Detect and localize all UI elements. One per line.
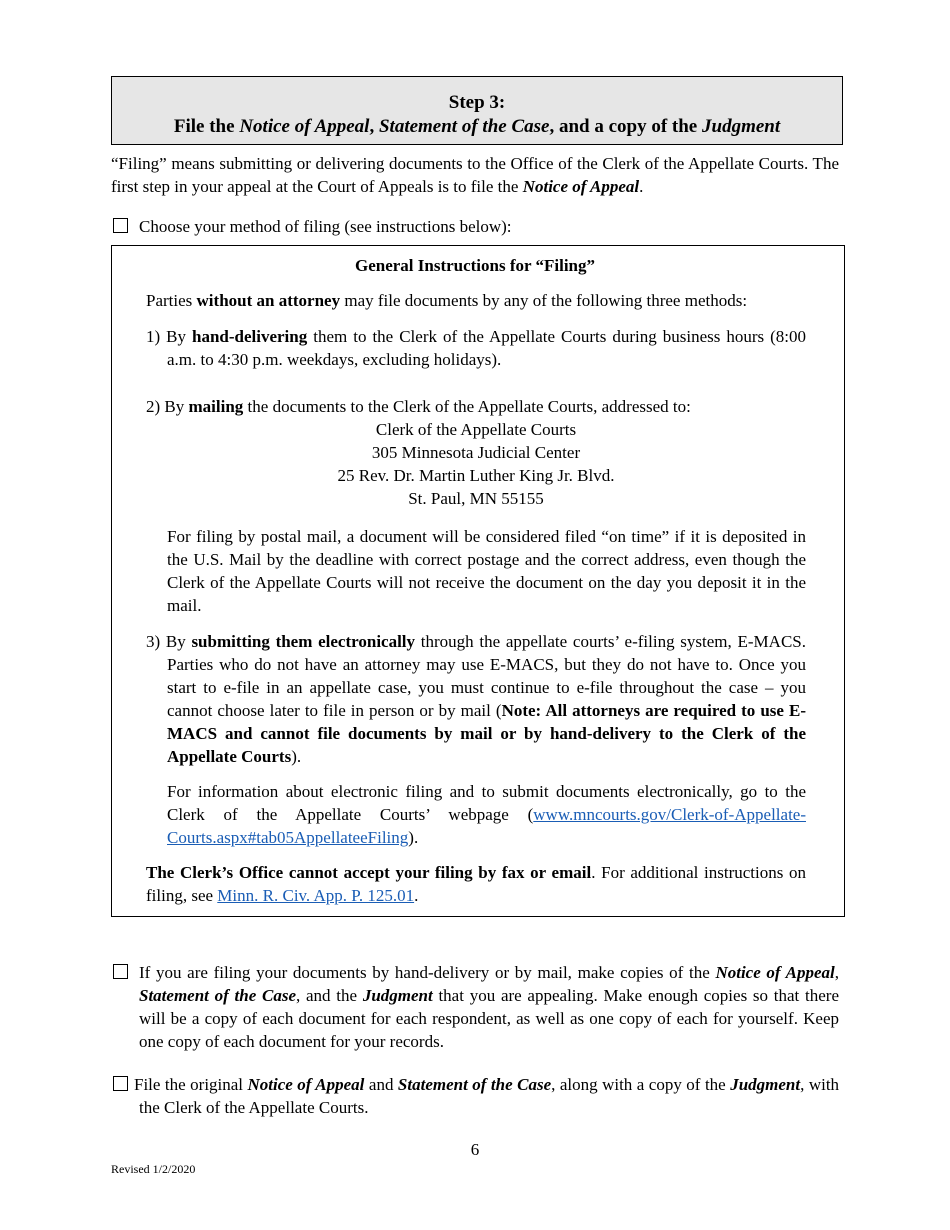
method-bold: hand-delivering — [192, 327, 308, 346]
checklist-make-copies — [113, 961, 839, 1053]
method-text: them to the Clerk of the Appellate Courts during business hours (8:00 a.m. to 4:30 p.m. weekdays, excluding holidays). — [167, 327, 807, 369]
method-electronic — [146, 630, 806, 768]
intro-paragraph — [111, 152, 839, 198]
intro-notice: Notice of Appeal — [522, 177, 640, 196]
fax-email-notice — [146, 861, 806, 907]
method-bold: mailing — [188, 397, 244, 416]
efile-info-text: For information about electronic filing and to submit documents electronically, go to the Clerk of the Appellate Courts’ webpage ( — [167, 782, 806, 824]
checklist-file-original — [113, 1073, 839, 1119]
check-statement: Statement of the Case — [139, 986, 297, 1005]
parties-text: may file documents by any of the following three methods: — [340, 291, 748, 310]
check-text: that you are appealing. Make enough copies so that there will be a copy of each document for each respondent, as well as one copy of each for yourself. Keep one copy of each document for your records. — [139, 986, 839, 1051]
check-statement: Statement of the Case — [397, 1075, 552, 1094]
choose-method-item — [113, 215, 512, 238]
title-text: File the — [173, 116, 240, 137]
parties-line — [146, 289, 806, 312]
check-text: , along with a copy of the — [551, 1075, 731, 1094]
method-text: ). — [291, 747, 302, 766]
method-number: 2) By — [146, 397, 189, 416]
method-text: the documents to the Clerk of the Appellate Courts, addressed to: — [243, 397, 691, 416]
checkbox-choose-method[interactable] — [113, 218, 128, 233]
check-judgment: Judgment — [362, 986, 433, 1005]
fax-bold: The Clerk’s Office cannot accept your filing by fax or email — [146, 863, 592, 882]
checkbox-make-copies[interactable] — [113, 964, 128, 979]
efile-info — [167, 780, 806, 849]
step-header — [111, 76, 843, 145]
address-line: St. Paul, MN 55155 — [408, 489, 544, 508]
efile-webpage-link[interactable]: www.mncourts.gov/Clerk-of-Appellate-Courts.aspx#tab05AppellateeFiling — [167, 805, 806, 847]
check-text: , with the Clerk of the Appellate Courts. — [139, 1075, 840, 1117]
intro-text: “Filing” means submitting or delivering documents to the Office of the Clerk of the Appellate Courts. The first step in your appeal at the Court of Appeals is to file the — [111, 154, 839, 196]
method-number: 3) By — [146, 632, 192, 651]
check-text: If you are filing your documents by hand-delivery or by mail, make copies of the — [139, 963, 716, 982]
attorney-note: Note: All attorneys are required to use E-MACS and cannot file documents by mail or by hand-delivery to the Clerk of the Appellate Courts — [167, 701, 806, 766]
check-notice: Notice of Appeal — [247, 1075, 365, 1094]
step-label: Step 3: — [448, 92, 506, 113]
efile-info-end: ). — [408, 828, 419, 847]
step-title — [112, 115, 842, 139]
fax-text: . For additional instructions on filing, see — [146, 863, 806, 905]
method-hand-delivery — [146, 325, 806, 371]
instructions-title: General Instructions for “Filing” — [354, 256, 596, 275]
intro-end: . — [639, 177, 644, 196]
title-notice: Notice of Appeal — [239, 116, 370, 137]
check-text: , and the — [296, 986, 363, 1005]
address-line: 25 Rev. Dr. Martin Luther King Jr. Blvd. — [337, 466, 615, 485]
checkbox-file-original[interactable] — [113, 1076, 128, 1091]
title-text: , — [369, 116, 379, 137]
choose-method-label: Choose your method of filing (see instructions below): — [139, 217, 512, 236]
check-text: File the original — [134, 1075, 248, 1094]
method-bold: submitting them electronically — [191, 632, 416, 651]
fax-end: . — [414, 886, 419, 905]
check-text: and — [364, 1075, 398, 1094]
title-text: , and a copy of the — [549, 116, 702, 137]
method-text: through the appellate courts’ e-filing system, E-MACS. Parties who do not have an attorney may use E-MACS, but they do not have to. Once you start to e-file in an appellate case, you must continue to e-file throughout the case – you cannot choose later to file in person or by mail ( — [167, 632, 806, 720]
title-statement: Statement of the Case — [378, 116, 550, 137]
parties-text: Parties — [146, 291, 197, 310]
check-notice: Notice of Appeal — [715, 963, 835, 982]
check-text: , — [834, 963, 839, 982]
title-judgment: Judgment — [702, 116, 781, 137]
method-number: 1) By — [146, 327, 192, 346]
postal-mail-note: For filing by postal mail, a document will be considered filed “on time” if it is deposited in the U.S. Mail by the deadline with correct postage and the correct address, even though the Clerk of the Appellate Courts will not receive the document on the day you deposit it in the mail. — [167, 527, 806, 615]
rule-link[interactable]: Minn. R. Civ. App. P. 125.01 — [217, 886, 415, 905]
parties-bold: without an attorney — [196, 291, 341, 310]
mailing-address — [146, 418, 806, 510]
address-line: Clerk of the Appellate Courts — [375, 420, 577, 439]
revised-date: Revised 1/2/2020 — [111, 1162, 196, 1176]
check-judgment: Judgment — [730, 1075, 801, 1094]
address-line: 305 Minnesota Judicial Center — [371, 443, 581, 462]
method-mailing — [146, 395, 806, 418]
page-number: 6 — [470, 1140, 480, 1159]
